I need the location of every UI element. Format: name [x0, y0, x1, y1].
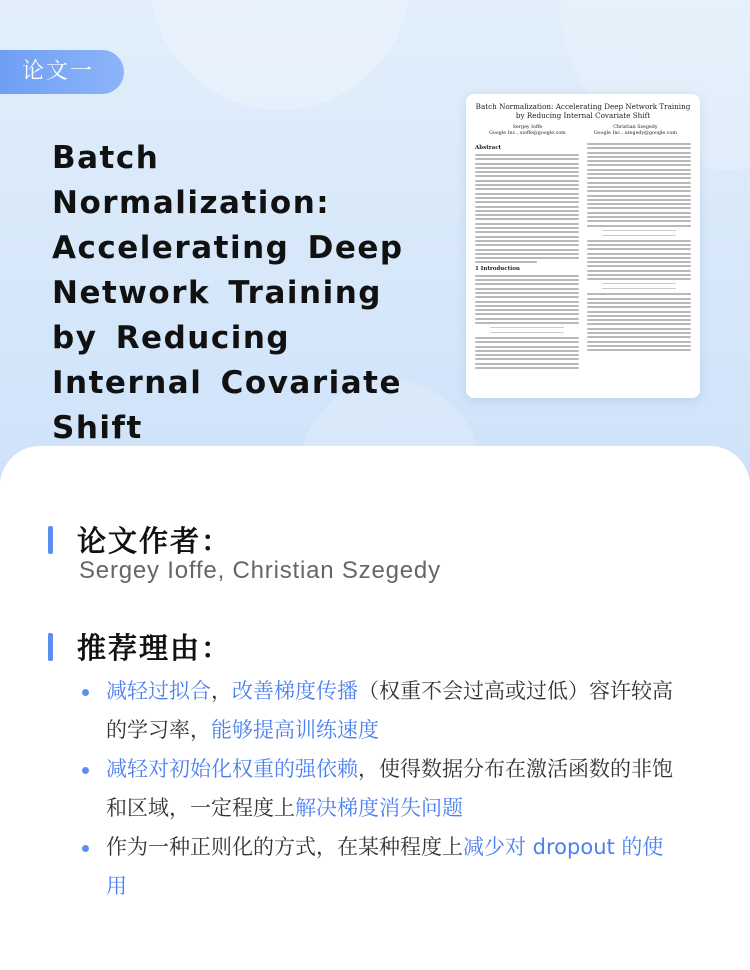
paper-preview-text-line: [475, 197, 579, 199]
paper-preview-text-line: [587, 270, 691, 272]
paper-preview-text-line: [587, 186, 691, 188]
reason-text-segment: （权重不会过高或过低）容许较高的学习率，: [106, 679, 673, 742]
paper-preview-text-line: [475, 283, 579, 285]
paper-preview-text-line: [475, 354, 579, 356]
paper-preview-text-line: [587, 265, 691, 267]
paper-preview-text-line: [475, 184, 579, 186]
paper-preview-text-line: [587, 220, 691, 222]
reason-text: [106, 828, 682, 906]
paper-preview-text-line: [587, 207, 691, 209]
paper-preview-column-right: [587, 143, 691, 371]
paper-preview-text-line: [475, 350, 579, 352]
reason-text-segment: ，使得数据分布在激活函数的非饱和区域，一定程度上: [106, 757, 673, 820]
paper-preview-text-line: [587, 306, 691, 308]
paper-preview-text-line: [587, 345, 691, 347]
paper-preview-text-line: [475, 180, 579, 182]
paper-preview-text-line: [475, 313, 579, 315]
paper-preview-text-line: [475, 206, 579, 208]
paper-preview-text-line: [475, 167, 579, 169]
paper-preview-author-name: Christian Szegedy: [613, 125, 658, 130]
paper-preview-text-line: [475, 346, 579, 348]
paper-preview-text-line: [475, 261, 537, 263]
paper-preview-text-line: [587, 311, 691, 313]
paper-preview-intro-heading: 1 Introduction: [475, 265, 520, 272]
paper-preview-text-line: [587, 169, 691, 171]
paper-preview-body: [475, 143, 691, 371]
paper-preview-text-line: [587, 190, 691, 192]
paper-preview-text-line: [475, 171, 579, 173]
paper-preview-text-line: [475, 292, 579, 294]
paper-preview-authors: [475, 125, 691, 137]
paper-preview-author-name: Sergey Ioffe: [512, 125, 543, 130]
paper-preview-text-line: [587, 274, 691, 276]
paper-preview-text-line: [587, 257, 691, 259]
reasons-heading: [48, 626, 232, 667]
paper-preview-text-line: [475, 223, 579, 225]
author-names: Sergey Ioffe, Christian Szegedy: [79, 557, 441, 584]
paper-preview-text-line: [587, 199, 691, 201]
paper-preview-text-line: [475, 309, 579, 311]
highlighted-text: 能够提高训练速度: [211, 718, 379, 742]
paper-preview-equation: [602, 230, 676, 236]
paper-preview-text-line: [587, 293, 691, 295]
paper-preview-text-line: [475, 244, 579, 246]
paper-preview-text-line: [475, 288, 579, 290]
heading-accent-bar: [48, 633, 53, 661]
paper-preview-author-org: Google Inc., sioffe@google.com: [489, 131, 566, 136]
reason-text-segment: 作为一种正则化的方式，在某种程度上: [106, 835, 463, 859]
paper-preview-text-line: [587, 143, 691, 145]
paper-preview-text-line: [587, 336, 691, 338]
authors-heading: [48, 519, 232, 560]
paper-preview-text-line: [475, 214, 579, 216]
paper-preview-text-line: [475, 367, 579, 369]
paper-preview-text-line: [475, 193, 579, 195]
paper-preview-title: Batch Normalization: Accelerating Deep Network Training by Reducing Internal Covariate Shift: [475, 102, 691, 120]
paper-preview-text-line: [587, 173, 691, 175]
paper-preview-text-line: [475, 188, 579, 190]
reason-item: [82, 828, 682, 906]
paper-preview-text-line: [587, 261, 691, 263]
authors-heading-text: 论文作者：: [77, 524, 233, 558]
paper-preview-text-line: [587, 349, 691, 351]
paper-preview-text-line: [587, 147, 691, 149]
paper-preview-text-line: [475, 158, 579, 160]
paper-preview-text-line: [587, 319, 691, 321]
reasons-list: [82, 672, 682, 906]
paper-preview-text-line: [475, 201, 579, 203]
paper-preview-text-line: [587, 341, 691, 343]
highlighted-text: 减轻过拟合: [106, 679, 211, 703]
bullet-dot: [82, 767, 89, 774]
paper-preview-text-line: [475, 305, 579, 307]
highlighted-text: 减轻对初始化权重的强依赖: [106, 757, 358, 781]
paper-preview-text-line: [587, 315, 691, 317]
paper-preview-text-line: [475, 175, 579, 177]
paper-preview-text-line: [587, 248, 691, 250]
paper-preview-column-left: [475, 143, 579, 371]
reason-item: [82, 672, 682, 750]
paper-preview-text-line: [587, 182, 691, 184]
reason-text: [106, 672, 682, 750]
paper-preview-text-line: [475, 231, 579, 233]
paper-preview-text-line: [587, 302, 691, 304]
paper-preview-text-line: [475, 240, 579, 242]
paper-preview-text-line: [475, 337, 579, 339]
bullet-dot: [82, 845, 89, 852]
paper-preview-abstract-heading: Abstract: [475, 145, 502, 151]
paper-preview-text-line: [475, 218, 579, 220]
decor-circle: [150, 0, 410, 110]
paper-preview-text-line: [475, 363, 579, 365]
paper-preview-text-line: [587, 203, 691, 205]
highlighted-text: 解决梯度消失问题: [295, 796, 463, 820]
paper-preview-text-line: [475, 249, 579, 251]
header-banner: [0, 0, 750, 480]
reason-text: [106, 750, 682, 828]
paper-preview-text-line: [587, 332, 691, 334]
paper-preview-text-line: [587, 244, 691, 246]
paper-preview-text-line: [587, 253, 691, 255]
paper-preview-text-line: [475, 275, 579, 277]
bullet-dot: [82, 689, 89, 696]
paper-preview-text-line: [587, 160, 691, 162]
paper-preview-text-line: [587, 240, 691, 242]
paper-preview-text-line: [475, 341, 579, 343]
paper-preview-text-line: [475, 154, 579, 156]
paper-preview-text-line: [475, 296, 579, 298]
paper-preview-text-line: [587, 177, 691, 179]
highlighted-text: 减少对 dropout 的使用: [106, 835, 664, 898]
paper-preview-text-line: [475, 279, 579, 281]
paper-preview-text-line: [587, 278, 691, 280]
reason-text-segment: ，: [211, 679, 232, 703]
paper-title: Batch Normalization: Accelerating Deep Network Training by Reducing Internal Covariate Shift: [52, 140, 404, 446]
paper-preview-equation: [490, 327, 564, 333]
paper-preview-text-line: [475, 253, 579, 255]
paper-preview-text-line: [587, 156, 691, 158]
paper-preview-text-line: [475, 210, 579, 212]
paper-preview-author-org: Google Inc., szegedy@google.com: [593, 131, 677, 136]
paper-preview-text-line: [475, 236, 579, 238]
reasons-heading-text: 推荐理由：: [77, 631, 233, 665]
paper-preview-text-line: [587, 225, 691, 227]
paper-preview-text-line: [475, 257, 579, 259]
paper-preview-text-line: [587, 164, 691, 166]
paper-preview-text-line: [587, 323, 691, 325]
paper-preview-text-line: [475, 301, 579, 303]
paper-preview-text-line: [475, 227, 579, 229]
paper-preview-equation: [602, 283, 676, 289]
paper-preview-text-line: [587, 298, 691, 300]
reason-item: [82, 750, 682, 828]
paper-preview-text-line: [587, 328, 691, 330]
paper-preview-text-line: [587, 212, 691, 214]
heading-accent-bar: [48, 526, 53, 554]
paper-preview-text-line: [475, 318, 579, 320]
paper-preview-text-line: [475, 322, 579, 324]
paper-preview-text-line: [587, 152, 691, 154]
paper-number-badge: 论文一: [0, 50, 124, 94]
paper-preview-text-line: [475, 163, 579, 165]
paper-preview-text-line: [475, 358, 579, 360]
highlighted-text: 改善梯度传播: [232, 679, 358, 703]
paper-preview-text-line: [587, 195, 691, 197]
paper-preview-thumbnail[interactable]: [466, 94, 700, 398]
paper-preview-text-line: [587, 216, 691, 218]
